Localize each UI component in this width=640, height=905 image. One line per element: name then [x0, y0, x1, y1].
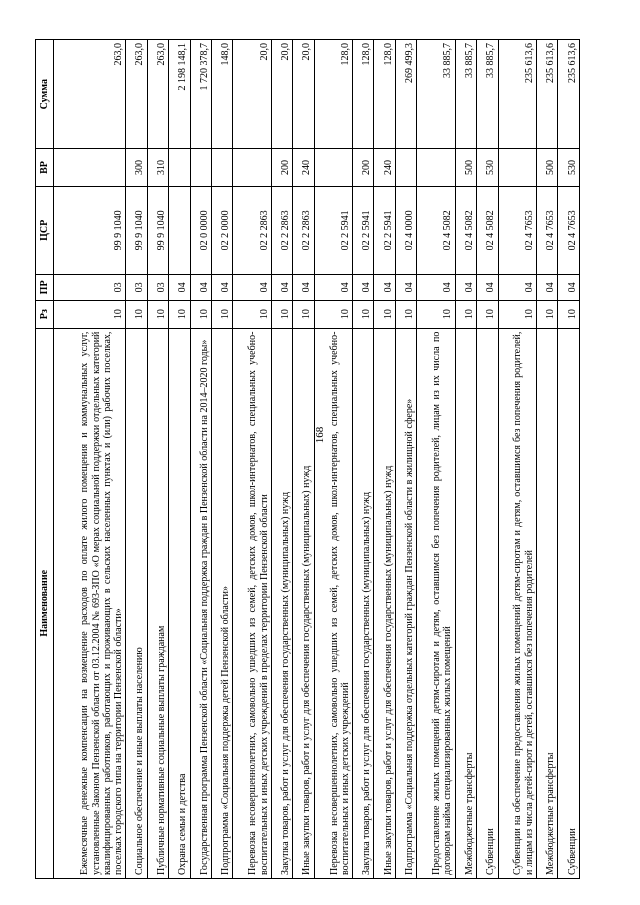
cell-rz: 10 — [190, 300, 211, 328]
table-row — [126, 40, 147, 879]
cell-sum: 33 885,7 — [417, 40, 455, 149]
table-row — [169, 40, 190, 879]
cell-vr — [498, 149, 536, 186]
cell-name: Охрана семьи и детства — [169, 328, 190, 878]
table-row — [374, 40, 395, 879]
cell-name: Перевозка несовершеннолетних, самовольно ушедших из семей, детских домов, школ-интернатов, специальных учебно-воспитательных и иных детских учреждений в пределах территории Пензенской области — [233, 328, 271, 878]
cell-pr: 04 — [417, 275, 455, 301]
cell-vr: 240 — [293, 149, 314, 186]
header-name: Наименование — [36, 328, 54, 878]
table-row — [477, 40, 498, 879]
cell-pr: 04 — [477, 275, 498, 301]
budget-table — [35, 39, 580, 879]
cell-name: Межбюджетные трансферты — [455, 328, 476, 878]
cell-name: Государственная программа Пензенской области «Социальная поддержка граждан в Пензенской области на 2014–2020 годы» — [190, 328, 211, 878]
cell-pr: 04 — [558, 275, 580, 301]
cell-pr: 03 — [147, 275, 168, 301]
cell-name: Субвенции на обеспечение предоставления жилых помещений детям-сиротам и детям, оставшимся без попечения родителей, и лицам из числа детей-сирот и детей, оставшихся без попечения родителей — [498, 328, 536, 878]
cell-vr: 500 — [536, 149, 557, 186]
cell-sum: 263,0 — [147, 40, 168, 149]
cell-name: Субвенции — [477, 328, 498, 878]
cell-rz: 10 — [352, 300, 373, 328]
cell-rz: 10 — [314, 300, 352, 328]
cell-csr: 02 2 5941 — [314, 186, 352, 274]
cell-sum: 128,0 — [314, 40, 352, 149]
cell-vr: 310 — [147, 149, 168, 186]
table-row — [352, 40, 373, 879]
cell-name: Иные закупки товаров, работ и услуг для обеспечения государственных (муниципальных) нужд — [293, 328, 314, 878]
cell-rz: 10 — [271, 300, 292, 328]
cell-rz: 10 — [293, 300, 314, 328]
cell-csr: 02 4 5082 — [455, 186, 476, 274]
table-row — [293, 40, 314, 879]
cell-sum: 235 613,6 — [536, 40, 557, 149]
cell-name: Закупка товаров, работ и услуг для обеспечения государственных (муниципальных) нужд — [271, 328, 292, 878]
header-rz: Рз — [36, 300, 54, 328]
cell-vr: 200 — [271, 149, 292, 186]
cell-rz: 10 — [536, 300, 557, 328]
cell-sum: 20,0 — [293, 40, 314, 149]
cell-name: Субвенции — [558, 328, 580, 878]
cell-csr — [169, 186, 190, 274]
cell-rz: 10 — [455, 300, 476, 328]
cell-rz: 10 — [374, 300, 395, 328]
cell-name: Иные закупки товаров, работ и услуг для обеспечения государственных (муниципальных) нужд — [374, 328, 395, 878]
cell-vr: 530 — [477, 149, 498, 186]
cell-pr: 04 — [352, 275, 373, 301]
cell-csr: 02 4 7653 — [498, 186, 536, 274]
cell-csr: 02 2 5941 — [352, 186, 373, 274]
cell-csr: 02 2 5941 — [374, 186, 395, 274]
cell-rz: 10 — [126, 300, 147, 328]
cell-csr: 02 2 2863 — [293, 186, 314, 274]
rotated-table-container — [35, 39, 580, 879]
cell-name: Закупка товаров, работ и услуг для обеспечения государственных (муниципальных) нужд — [352, 328, 373, 878]
cell-csr: 99 9 1040 — [126, 186, 147, 274]
cell-sum: 20,0 — [271, 40, 292, 149]
cell-sum: 235 613,6 — [498, 40, 536, 149]
cell-vr — [417, 149, 455, 186]
cell-pr: 04 — [395, 275, 416, 301]
cell-sum: 263,0 — [54, 40, 126, 149]
cell-vr — [169, 149, 190, 186]
cell-csr: 02 2 2863 — [233, 186, 271, 274]
cell-sum: 2 198 148,1 — [169, 40, 190, 149]
header-vr: ВР — [36, 149, 54, 186]
cell-csr: 99 9 1040 — [147, 186, 168, 274]
cell-sum: 20,0 — [233, 40, 271, 149]
cell-sum: 263,0 — [126, 40, 147, 149]
cell-sum: 33 885,7 — [477, 40, 498, 149]
cell-pr: 04 — [293, 275, 314, 301]
table-row — [190, 40, 211, 879]
cell-vr: 200 — [352, 149, 373, 186]
cell-vr — [314, 149, 352, 186]
table-row — [54, 40, 126, 879]
table-row — [233, 40, 271, 879]
cell-sum: 269 499,3 — [395, 40, 416, 149]
cell-pr: 04 — [190, 275, 211, 301]
cell-pr: 04 — [536, 275, 557, 301]
cell-pr: 04 — [233, 275, 271, 301]
cell-rz: 10 — [417, 300, 455, 328]
cell-csr: 02 4 0000 — [395, 186, 416, 274]
header-pr: ПР — [36, 275, 54, 301]
table-row — [211, 40, 232, 879]
cell-vr: 300 — [126, 149, 147, 186]
table-row — [455, 40, 476, 879]
cell-vr: 530 — [558, 149, 580, 186]
cell-csr: 02 4 7653 — [536, 186, 557, 274]
cell-rz: 10 — [147, 300, 168, 328]
cell-rz: 10 — [395, 300, 416, 328]
cell-name: Публичные нормативные социальные выплаты гражданам — [147, 328, 168, 878]
cell-pr: 04 — [455, 275, 476, 301]
cell-sum: 33 885,7 — [455, 40, 476, 149]
cell-vr: 500 — [455, 149, 476, 186]
table-row — [314, 40, 352, 879]
cell-rz: 10 — [477, 300, 498, 328]
cell-vr — [190, 149, 211, 186]
cell-sum: 128,0 — [352, 40, 373, 149]
table-header-row — [36, 40, 54, 879]
cell-name: Ежемесячные денежные компенсации на возмещение расходов по оплате жилого помещения и коммунальных услуг, установленные Законом Пензенской области от 03.12.2004 № 693-ЗПО «О мерах социальной поддержки отдельных категорий квалифицированных работников, работающих и проживающих в сельских населенных пунктах и (или) рабочих поселках, поселках городского типа на территории Пензенской области» — [54, 328, 126, 878]
cell-vr — [233, 149, 271, 186]
page-number: 168 — [314, 426, 326, 444]
table-row — [536, 40, 557, 879]
cell-name: Подпрограмма «Социальная поддержка отдельных категорий граждан Пензенской области в жилищной сфере» — [395, 328, 416, 878]
cell-csr: 02 4 7653 — [558, 186, 580, 274]
cell-rz: 10 — [558, 300, 580, 328]
cell-pr: 03 — [54, 275, 126, 301]
header-csr: ЦСР — [36, 186, 54, 274]
cell-sum: 1 720 378,7 — [190, 40, 211, 149]
cell-pr: 04 — [374, 275, 395, 301]
cell-pr: 04 — [314, 275, 352, 301]
cell-rz: 10 — [211, 300, 232, 328]
cell-pr: 03 — [126, 275, 147, 301]
table-row — [395, 40, 416, 879]
cell-csr: 02 2 0000 — [211, 186, 232, 274]
cell-sum: 128,0 — [374, 40, 395, 149]
cell-name: Подпрограмма «Социальная поддержка детей Пензенской области» — [211, 328, 232, 878]
cell-pr: 04 — [211, 275, 232, 301]
table-row — [558, 40, 580, 879]
cell-sum: 148,0 — [211, 40, 232, 149]
cell-pr: 04 — [498, 275, 536, 301]
cell-rz: 10 — [169, 300, 190, 328]
cell-rz: 10 — [54, 300, 126, 328]
cell-name: Межбюджетные трансферты — [536, 328, 557, 878]
cell-name: Предоставление жилых помещений детям-сиротам и детям, оставшимся без попечения родителей, лицам из их числа по договорам найма специализированных жилых помещений — [417, 328, 455, 878]
cell-name: Социальное обеспечение и иные выплаты населению — [126, 328, 147, 878]
cell-rz: 10 — [233, 300, 271, 328]
table-body — [54, 40, 580, 879]
table-row — [498, 40, 536, 879]
cell-sum: 235 613,6 — [558, 40, 580, 149]
table-row — [147, 40, 168, 879]
cell-csr: 02 0 0000 — [190, 186, 211, 274]
cell-vr — [395, 149, 416, 186]
cell-pr: 04 — [271, 275, 292, 301]
cell-csr: 02 4 5082 — [417, 186, 455, 274]
cell-vr: 240 — [374, 149, 395, 186]
table-row — [417, 40, 455, 879]
cell-rz: 10 — [498, 300, 536, 328]
cell-pr: 04 — [169, 275, 190, 301]
cell-csr: 99 9 1040 — [54, 186, 126, 274]
cell-name: Перевозка несовершеннолетних, самовольно ушедших из семей, детских домов, школ-интернатов, специальных учебно-воспитательных и иных детских учреждений — [314, 328, 352, 878]
table-row — [271, 40, 292, 879]
cell-csr: 02 4 5082 — [477, 186, 498, 274]
cell-csr: 02 2 2863 — [271, 186, 292, 274]
header-sum: Сумма — [36, 40, 54, 149]
cell-vr — [211, 149, 232, 186]
cell-vr — [54, 149, 126, 186]
